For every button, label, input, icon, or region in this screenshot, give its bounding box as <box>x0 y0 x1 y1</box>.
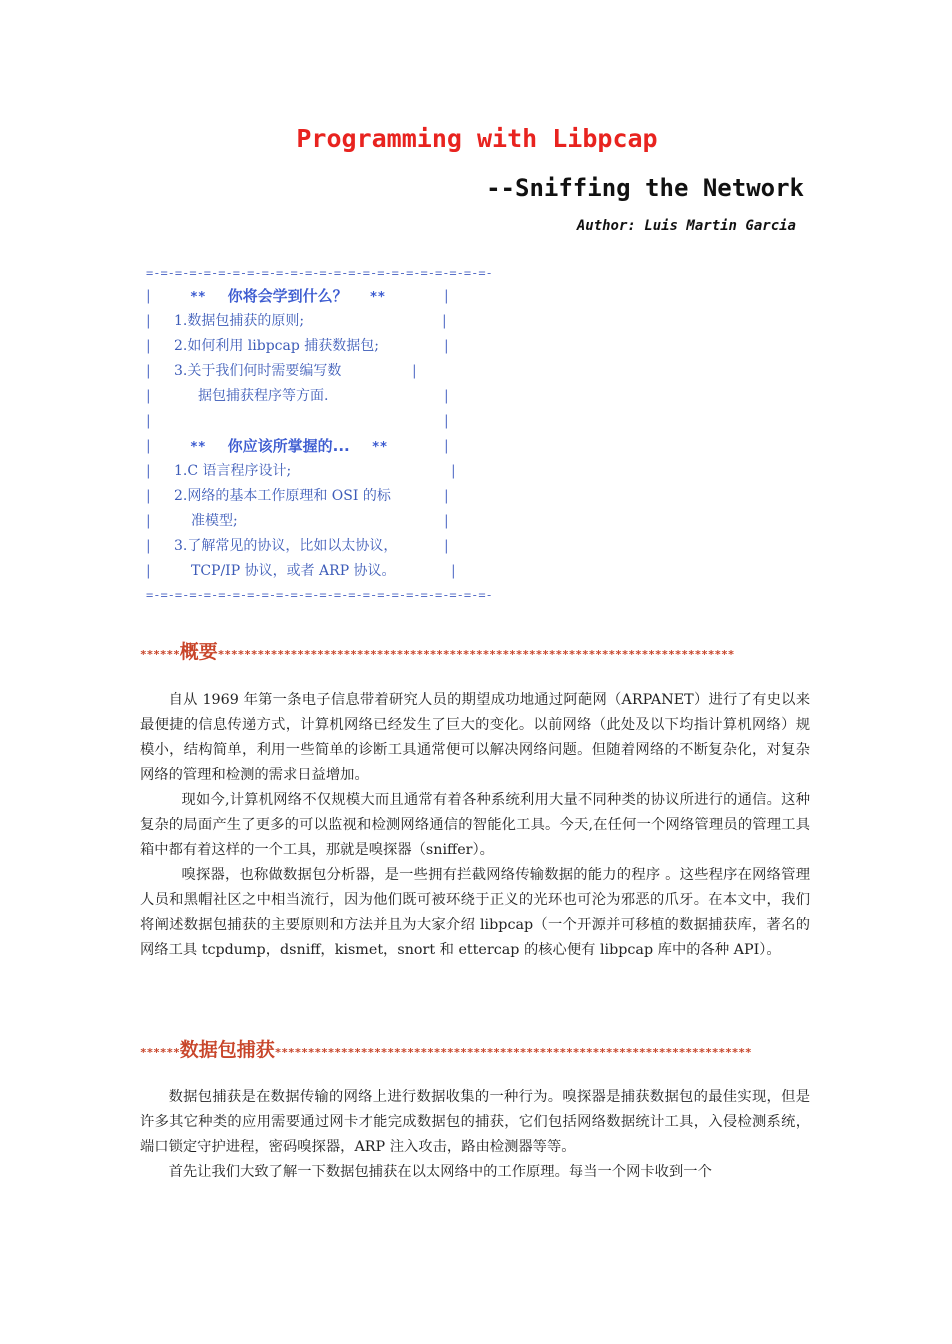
box-heading-stars: ** <box>190 440 206 455</box>
box-border-right: | <box>412 363 417 379</box>
heading-stars-left: ****** <box>140 1046 180 1059</box>
box-line <box>146 359 456 384</box>
box-border-left: | <box>146 563 151 579</box>
box-list-item: 2.如何利用 libpcap 捕获数据包; <box>174 338 380 354</box>
box-bottom-rule: =-=-=-=-=-=-=-=-=-=-=-=-=-=-=-=-=-=-=-=-=-=-=-=- <box>146 588 493 602</box>
box-border-right: | <box>444 413 449 429</box>
box-list-item: 准模型; <box>191 513 238 529</box>
box-line <box>146 559 456 584</box>
box-border-left: | <box>146 488 151 504</box>
box-list-item: 3.关于我们何时需要编写数 <box>174 363 342 379</box>
box-border-right: | <box>444 388 449 404</box>
section-heading-packet-capture <box>140 1036 808 1064</box>
box-heading-text: 你应该所掌握的... <box>227 437 350 455</box>
box-border-left: | <box>146 438 151 454</box>
box-line <box>146 459 456 484</box>
box-heading-text: 你将会学到什么？ <box>227 287 348 305</box>
heading-stars-right: ************************************************************************ <box>274 1046 752 1059</box>
box-heading <box>190 434 387 460</box>
box-border-left: | <box>146 363 151 379</box>
box-heading-stars: ** <box>371 440 388 455</box>
box-line <box>146 534 456 559</box>
box-line <box>146 409 456 434</box>
packet-capture-body <box>140 1085 810 1185</box>
box-border-right: | <box>444 488 449 504</box>
box-top-rule: =-=-=-=-=-=-=-=-=-=-=-=-=-=-=-=-=-=-=-=-=-=-=-=- <box>146 266 493 280</box>
box-border-right: | <box>444 438 449 454</box>
box-list-item: 2.网络的基本工作原理和 OSI 的标 <box>174 488 391 504</box>
heading-text: 数据包捕获 <box>179 1039 275 1061</box>
box-line <box>146 284 456 309</box>
box-border-left: | <box>146 513 151 529</box>
document-subtitle: --Sniffing the Network <box>486 174 804 202</box>
section-heading-overview <box>140 638 808 666</box>
box-list-item: TCP/IP 协议，或者 ARP 协议。 <box>191 563 396 579</box>
box-border-right: | <box>442 313 447 329</box>
paragraph: 现如今,计算机网络不仅规模大而且通常有着各种系统利用大量不同种类的协议所进行的通信。这种复杂的局面产生了更多的可以监视和检测网络通信的智能化工具。今天,在任何一个网络管理员的管理工具箱中都有着这样的一个工具，那就是嗅探器（sniffer）。 <box>140 792 810 858</box>
box-list-item: 1.C 语言程序设计; <box>174 463 292 479</box>
box-line <box>146 484 456 509</box>
box-border-left: | <box>146 338 151 354</box>
paragraph: 数据包捕获是在数据传输的网络上进行数据收集的一种行为。嗅探器是捕获数据包的最佳实现，但是许多其它种类的应用需要通过网卡才能完成数据包的捕获，它们包括网络数据统计工具，入侵检测系统，端口锁定守护进程，密码嗅探器，ARP 注入攻击，路由检测器等等。 <box>140 1089 810 1155</box>
box-line <box>146 509 456 534</box>
box-border-right: | <box>451 563 456 579</box>
document-title: Programming with Libpcap <box>296 124 658 153</box>
box-border-right: | <box>444 513 449 529</box>
box-line <box>146 309 456 334</box>
box-heading-stars: ** <box>190 290 206 305</box>
author-line: Author: Luis Martin Garcia <box>576 218 796 234</box>
box-list-item: 1.数据包捕获的原则; <box>174 313 305 329</box>
box-border-right: | <box>444 538 449 554</box>
heading-stars-right: ****************************************************************************** <box>217 648 735 661</box>
box-border-right: | <box>444 338 449 354</box>
paragraph: 嗅探器，也称做数据包分析器，是一些拥有拦截网络传输数据的能力的程序 。这些程序在网络管理人员和黑帽社区之中相当流行，因为他们既可被环绕于正义的光环也可沦为邪恶的爪牙。在本文中，我们将阐述数据包捕获的主要原则和方法并且为大家介绍 libpcap（一个开源并可移植的数据捕获库，著名的网络工具 tcpdump，dsniff，kismet，snort 和 ettercap 的核心便有 libpcap 库中的各种 API）。 <box>140 867 810 958</box>
box-line <box>146 384 456 409</box>
box-border-left: | <box>146 413 151 429</box>
learning-goals-box <box>146 262 493 606</box>
box-border-right: | <box>444 288 449 304</box>
box-heading-stars: ** <box>369 290 386 305</box>
box-list-item: 3.了解常见的协议，比如以太协议， <box>174 538 398 554</box>
box-line <box>146 434 456 459</box>
box-border-left: | <box>146 388 151 404</box>
box-list-item: 据包捕获程序等方面. <box>198 388 329 404</box>
box-border-right: | <box>451 463 456 479</box>
box-line <box>146 334 456 359</box>
overview-body <box>140 688 810 963</box>
heading-text: 概要 <box>179 641 218 663</box>
box-lines <box>146 284 456 584</box>
heading-stars-left: ****** <box>140 648 180 661</box>
box-heading <box>190 284 385 310</box>
paragraph: 自从 1969 年第一条电子信息带着研究人员的期望成功地通过阿葩网（ARPANET）进行了有史以来最便捷的信息传递方式，计算机网络已经发生了巨大的变化。以前网络（此处及以下均指计算机网络）规模小，结构简单，利用一些简单的诊断工具通常便可以解决网络问题。但随着网络的不断复杂化，对复杂网络的管理和检测的需求日益增加。 <box>140 692 810 783</box>
box-border-left: | <box>146 313 151 329</box>
paragraph: 首先让我们大致了解一下数据包捕获在以太网络中的工作原理。每当一个网卡收到一个 <box>168 1164 712 1180</box>
box-border-left: | <box>146 463 151 479</box>
box-border-left: | <box>146 538 151 554</box>
box-border-left: | <box>146 288 151 304</box>
